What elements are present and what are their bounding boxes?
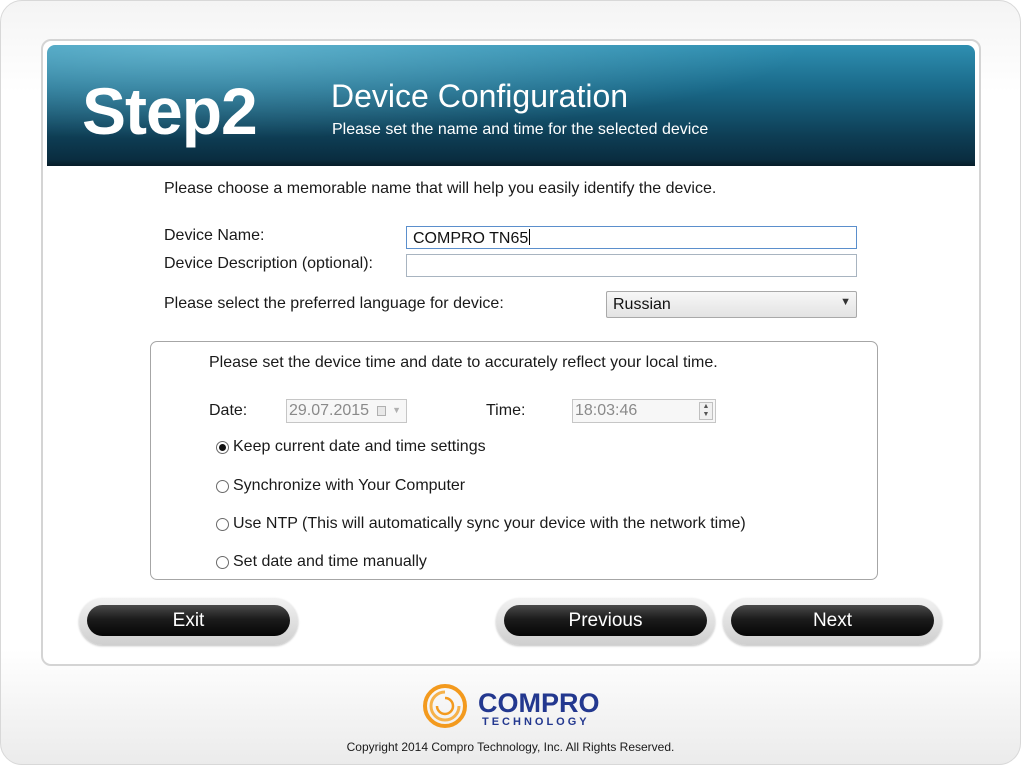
text-caret bbox=[529, 229, 530, 245]
copyright-text: Copyright 2014 Compro Technology, Inc. All Rights Reserved. bbox=[346, 740, 675, 754]
date-label: Date: bbox=[209, 402, 248, 419]
exit-button[interactable] bbox=[79, 598, 298, 645]
device-description-label: Device Description (optional): bbox=[164, 255, 373, 272]
time-picker[interactable] bbox=[572, 399, 716, 423]
radio-label: Keep current date and time settings bbox=[233, 438, 486, 455]
chevron-down-icon: ▼ bbox=[840, 296, 851, 308]
radio-button[interactable] bbox=[216, 518, 229, 531]
exit-button-label: Exit bbox=[87, 605, 290, 636]
page-title: Device Configuration bbox=[331, 78, 629, 114]
time-settings-group bbox=[150, 341, 878, 580]
radio-label: Set date and time manually bbox=[233, 553, 427, 570]
device-name-label: Device Name: bbox=[164, 227, 265, 244]
chevron-down-icon: ▼ bbox=[392, 405, 401, 415]
radio-label: Synchronize with Your Computer bbox=[233, 477, 466, 494]
step-label: Step2 bbox=[82, 74, 257, 148]
language-label: Please select the preferred language for device: bbox=[164, 295, 504, 312]
device-name-value: COMPRO TN65 bbox=[413, 230, 529, 247]
date-picker[interactable] bbox=[286, 399, 407, 423]
name-intro-text: Please choose a memorable name that will help you easily identify the device. bbox=[164, 180, 717, 197]
brand-subtitle: TECHNOLOGY bbox=[482, 716, 590, 728]
step-banner bbox=[47, 45, 975, 166]
next-button-label: Next bbox=[731, 605, 934, 636]
radio-button[interactable] bbox=[216, 480, 229, 493]
radio-button[interactable] bbox=[216, 556, 229, 569]
compro-logo bbox=[422, 683, 607, 733]
page-subtitle: Please set the name and time for the selected device bbox=[332, 121, 709, 138]
language-selected-value: Russian bbox=[613, 296, 671, 313]
previous-button[interactable] bbox=[496, 598, 715, 645]
time-intro-text: Please set the device time and date to accurately reflect your local time. bbox=[209, 354, 718, 371]
time-value: 18:03:46 bbox=[575, 402, 638, 419]
calendar-icon bbox=[377, 406, 386, 416]
time-label: Time: bbox=[486, 402, 526, 419]
compro-swirl-icon bbox=[422, 683, 468, 729]
date-value: 29.07.2015 bbox=[289, 402, 370, 419]
radio-button[interactable] bbox=[216, 441, 229, 454]
previous-button-label: Previous bbox=[504, 605, 707, 636]
next-button[interactable] bbox=[723, 598, 942, 645]
radio-label: Use NTP (This will automatically sync your device with the network time) bbox=[233, 515, 746, 532]
device-name-field[interactable] bbox=[406, 226, 857, 249]
language-select[interactable] bbox=[606, 291, 857, 318]
spinner-icon[interactable]: ▲ ▼ bbox=[699, 402, 713, 420]
device-description-field[interactable] bbox=[406, 254, 857, 277]
brand-name: COMPRO bbox=[478, 688, 600, 718]
